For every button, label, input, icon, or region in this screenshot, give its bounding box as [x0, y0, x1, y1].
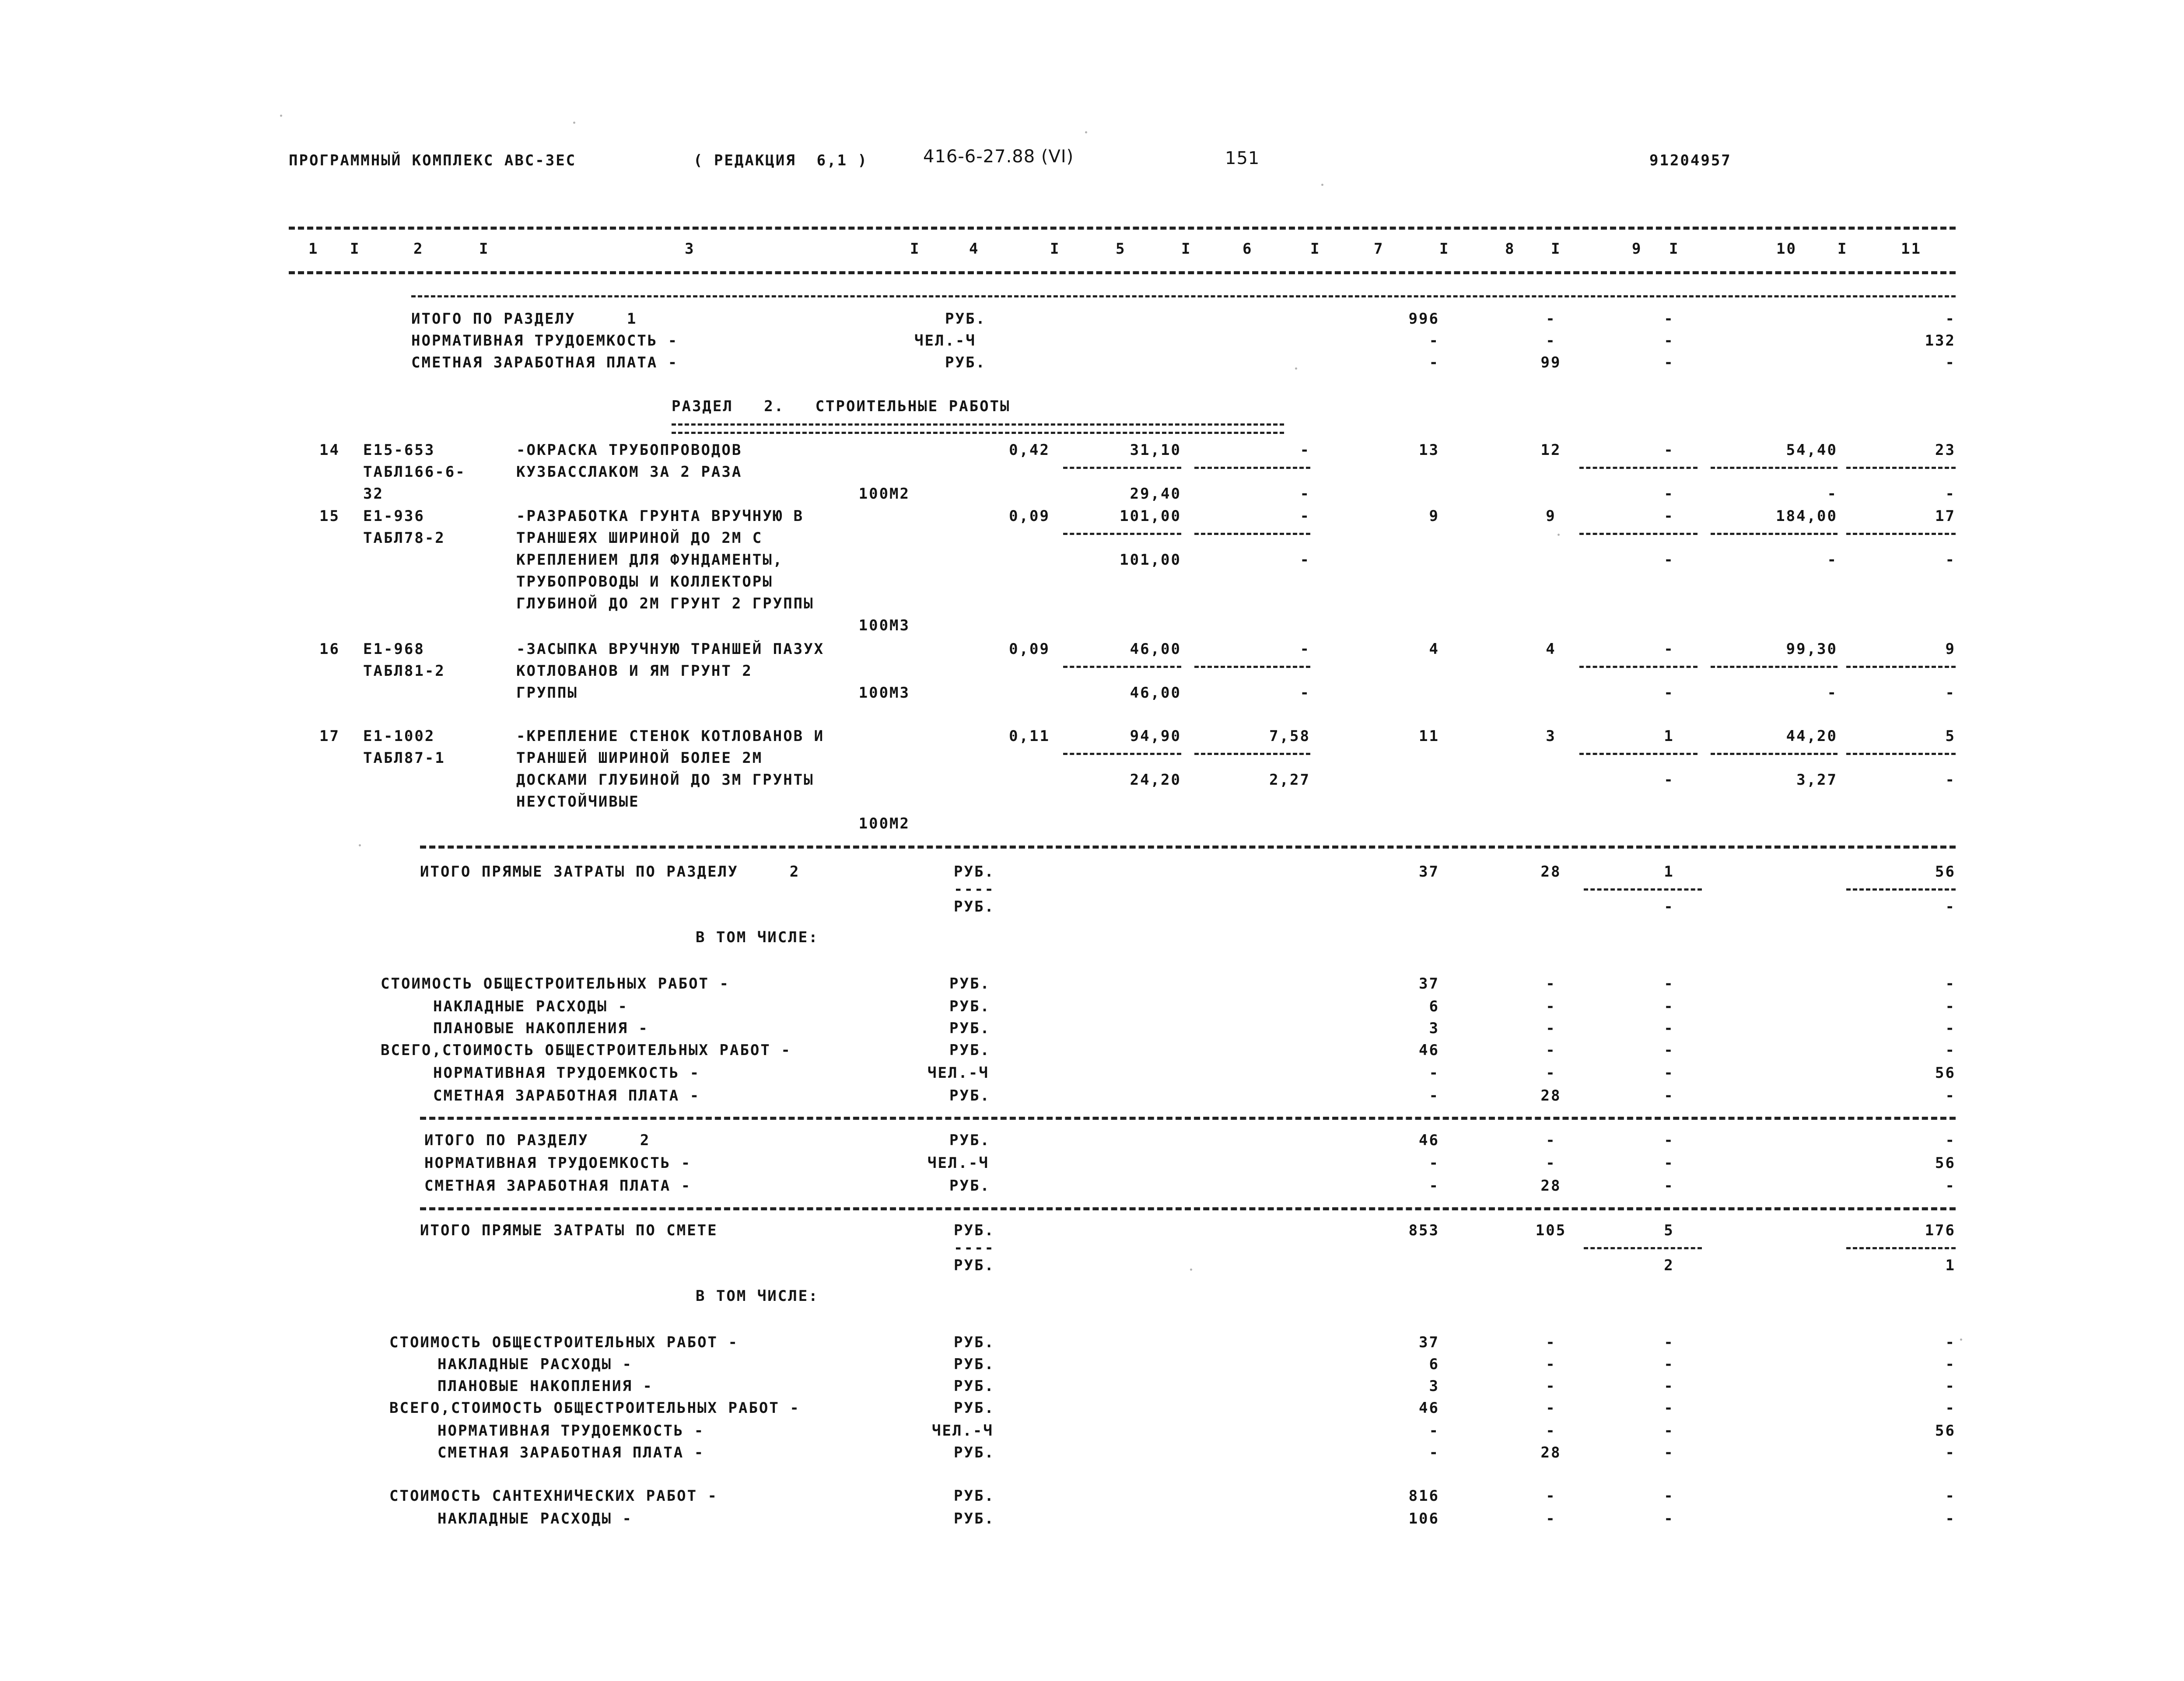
estimate-breakdown-col9: -: [1664, 1334, 1674, 1351]
item-machine-price: -: [1300, 441, 1310, 459]
section2-direct-unit-b: РУБ.: [954, 898, 995, 916]
separator-line: [411, 295, 1956, 297]
separator-line: [1063, 753, 1181, 755]
section2-breakdown-col7: -: [1429, 1087, 1439, 1104]
estimate-breakdown-col7: -: [1429, 1422, 1439, 1440]
column-number: 6: [1242, 240, 1253, 258]
item-labor-rate: 44,20: [1786, 727, 1838, 745]
estimate-breakdown-col11: -: [1945, 1356, 1956, 1373]
estimate-breakdown-col7: 46: [1419, 1399, 1439, 1417]
section2-total-col11: -: [1945, 1177, 1956, 1195]
item-quantity: 0,09: [1009, 507, 1050, 525]
item-machine-price: -: [1300, 640, 1310, 658]
item-labor-rate-b: -: [1827, 485, 1838, 503]
section2-total-unit: РУБ.: [949, 1177, 990, 1195]
item-labor-total-b: -: [1945, 684, 1956, 702]
estimate-breakdown-unit: РУБ.: [954, 1356, 995, 1373]
section2-total-col8: -: [1546, 1132, 1556, 1149]
column-number: 9: [1632, 240, 1642, 258]
scan-speck: [1190, 1269, 1192, 1271]
item-number: 14: [319, 441, 340, 459]
estimate-breakdown-label: НАКЛАДНЫЕ РАСХОДЫ -: [438, 1356, 633, 1373]
estimate-breakdown-col7: -: [1429, 1444, 1439, 1461]
item-description: -КРЕПЛЕНИЕ СТЕНОК КОТЛОВАНОВ И: [516, 727, 825, 745]
section-title: РАЗДЕЛ 2. СТРОИТЕЛЬНЫЕ РАБОТЫ: [672, 398, 1011, 415]
section2-breakdown-col11: -: [1945, 1041, 1956, 1059]
item-total-machine: -: [1664, 441, 1674, 459]
section1-total-col9: -: [1664, 332, 1674, 349]
section2-direct-unit: РУБ.: [954, 863, 995, 881]
item-labor-rate-b: 3,27: [1796, 771, 1838, 789]
item-machine-wage: -: [1300, 551, 1310, 569]
item-code: ТАБЛ78-2: [363, 529, 445, 547]
separator-line: [420, 1207, 1956, 1210]
section1-total-unit: РУБ.: [945, 354, 986, 371]
section2-breakdown-unit: РУБ.: [949, 975, 990, 993]
section2-breakdown-col7: 6: [1429, 998, 1439, 1015]
column-number: 10: [1776, 240, 1797, 258]
estimate-breakdown-col9: -: [1664, 1377, 1674, 1395]
item-total-direct: 13: [1419, 441, 1439, 459]
estimate-breakdown-col11: -: [1945, 1399, 1956, 1417]
estimate-direct-col8: 105: [1535, 1222, 1567, 1239]
item-description: ГРУППЫ: [516, 684, 578, 702]
column-divider: I: [1551, 240, 1561, 258]
separator-line: [1846, 666, 1956, 668]
item-code: ТАБЛ81-2: [363, 662, 445, 680]
item-code: Е1-968: [363, 640, 425, 658]
estimate-direct-unit-b: РУБ.: [954, 1257, 995, 1274]
item-code: Е15-653: [363, 441, 435, 459]
item-machine-wage-total: -: [1664, 684, 1674, 702]
separator-line: [1711, 533, 1838, 535]
item-unit-price: 94,90: [1130, 727, 1181, 745]
scan-speck: [1085, 131, 1087, 133]
item-unit-wage: 46,00: [1130, 684, 1181, 702]
item-quantity: 0,09: [1009, 640, 1050, 658]
estimate-breakdown-label: СМЕТНАЯ ЗАРАБОТНАЯ ПЛАТА -: [438, 1444, 705, 1461]
program-name: ПРОГРАММНЫЙ КОМПЛЕКС АВС-3ЕС: [289, 152, 577, 169]
section2-breakdown-unit: РУБ.: [949, 998, 990, 1015]
separator-line: [1711, 467, 1838, 469]
plumbing-label: НАКЛАДНЫЕ РАСХОДЫ -: [438, 1510, 633, 1527]
section2-breakdown-col11: 56: [1935, 1064, 1956, 1082]
item-description: -ЗАСЫПКА ВРУЧНУЮ ТРАНШЕЙ ПАЗУХ: [516, 640, 825, 658]
item-labor-total-b: -: [1945, 485, 1956, 503]
section2-direct-col9-b: -: [1664, 898, 1674, 916]
item-description: КОТЛОВАНОВ И ЯМ ГРУНТ 2: [516, 662, 752, 680]
separator-line: [672, 423, 1284, 434]
item-machine-price: 7,58: [1269, 727, 1310, 745]
estimate-breakdown-unit: РУБ.: [954, 1399, 995, 1417]
estimate-breakdown-label: СТОИМОСТЬ ОБЩЕСТРОИТЕЛЬНЫХ РАБОТ -: [389, 1334, 738, 1351]
item-quantity: 0,11: [1009, 727, 1050, 745]
column-divider: I: [350, 240, 360, 258]
estimate-breakdown-col8: -: [1546, 1356, 1556, 1373]
item-machine-wage-total: -: [1664, 771, 1674, 789]
column-number: 4: [969, 240, 980, 258]
item-labor-total: 5: [1945, 727, 1956, 745]
separator-line: [1194, 467, 1310, 469]
section2-total-col8: 28: [1540, 1177, 1561, 1195]
estimate-breakdown-col11: -: [1945, 1444, 1956, 1461]
column-number: 7: [1374, 240, 1384, 258]
separator-line: [1063, 533, 1181, 535]
section1-total-col8: -: [1546, 310, 1556, 328]
item-total-machine: -: [1664, 640, 1674, 658]
item-description: ТРАНШЕЙ ШИРИНОЙ БОЛЕЕ 2М: [516, 749, 763, 767]
item-quantity: 0,42: [1009, 441, 1050, 459]
item-labor-rate-b: -: [1827, 684, 1838, 702]
column-number: 2: [413, 240, 424, 258]
item-total-machine: -: [1664, 507, 1674, 525]
estimate-direct-col11: 176: [1925, 1222, 1956, 1239]
section2-breakdown-label: ВСЕГО,СТОИМОСТЬ ОБЩЕСТРОИТЕЛЬНЫХ РАБОТ -: [381, 1041, 791, 1059]
item-labor-rate: 184,00: [1776, 507, 1838, 525]
section2-direct-including: В ТОМ ЧИСЛЕ:: [696, 929, 819, 946]
item-description: -ОКРАСКА ТРУБОПРОВОДОВ: [516, 441, 742, 459]
item-labor-total: 23: [1935, 441, 1956, 459]
estimate-breakdown-label: НОРМАТИВНАЯ ТРУДОЕМКОСТЬ -: [438, 1422, 705, 1440]
separator-line: [1194, 666, 1310, 668]
column-number: 11: [1901, 240, 1922, 258]
estimate-breakdown-unit: РУБ.: [954, 1377, 995, 1395]
item-total-wage: 9: [1546, 507, 1556, 525]
section2-total-label: СМЕТНАЯ ЗАРАБОТНАЯ ПЛАТА -: [424, 1177, 692, 1195]
item-description: НЕУСТОЙЧИВЫЕ: [516, 793, 640, 811]
section2-total-col9: -: [1664, 1177, 1674, 1195]
estimate-breakdown-col8: -: [1546, 1422, 1556, 1440]
section2-breakdown-label: ПЛАНОВЫЕ НАКОПЛЕНИЯ -: [433, 1020, 649, 1037]
edition-label: ( РЕДАКЦИЯ 6,1 ): [693, 152, 868, 169]
section1-total-col8: -: [1546, 332, 1556, 349]
column-number: 3: [685, 240, 695, 258]
estimate-direct-col11-b: 1: [1945, 1257, 1956, 1274]
section2-total-col9: -: [1664, 1154, 1674, 1172]
section2-breakdown-col8: 28: [1540, 1087, 1561, 1104]
column-divider: I: [910, 240, 920, 258]
scan-speck: [1295, 367, 1297, 370]
section2-total-col7: 46: [1419, 1132, 1439, 1149]
item-labor-total-b: -: [1945, 771, 1956, 789]
separator-line: [1584, 888, 1702, 891]
plumbing-unit: РУБ.: [954, 1510, 995, 1527]
section1-total-col7: -: [1429, 332, 1439, 349]
item-code: 32: [363, 485, 384, 503]
item-code: Е1-1002: [363, 727, 435, 745]
column-number: 5: [1116, 240, 1126, 258]
column-divider: I: [1050, 240, 1060, 258]
column-divider: I: [1310, 240, 1321, 258]
section1-total-unit: РУБ.: [945, 310, 986, 328]
estimate-breakdown-col8: -: [1546, 1377, 1556, 1395]
item-unit: 100М2: [858, 485, 910, 503]
section2-direct-col8: 28: [1540, 863, 1561, 881]
item-total-direct: 9: [1429, 507, 1439, 525]
section2-breakdown-label: СТОИМОСТЬ ОБЩЕСТРОИТЕЛЬНЫХ РАБОТ -: [381, 975, 730, 993]
separator-line: [1846, 533, 1956, 535]
section2-total-col11: -: [1945, 1132, 1956, 1149]
section1-total-col11: -: [1945, 354, 1956, 371]
separator-line: [1846, 888, 1956, 891]
section2-breakdown-unit: ЧЕЛ.-Ч: [928, 1064, 989, 1082]
separator-line: [420, 846, 1956, 849]
separator-line: [1579, 753, 1698, 755]
estimate-direct-unit: РУБ.: [954, 1222, 995, 1239]
item-total-wage: 12: [1540, 441, 1561, 459]
estimate-breakdown-col9: -: [1664, 1399, 1674, 1417]
estimate-breakdown-label: ВСЕГО,СТОИМОСТЬ ОБЩЕСТРОИТЕЛЬНЫХ РАБОТ -: [389, 1399, 800, 1417]
section2-breakdown-col8: -: [1546, 998, 1556, 1015]
section2-breakdown-col9: -: [1664, 1064, 1674, 1082]
section2-breakdown-label: НАКЛАДНЫЕ РАСХОДЫ -: [433, 998, 628, 1015]
item-description: ТРАНШЕЯХ ШИРИНОЙ ДО 2М С: [516, 529, 763, 547]
plumbing-unit: РУБ.: [954, 1487, 995, 1505]
item-unit-price: 31,10: [1130, 441, 1181, 459]
section2-breakdown-col8: -: [1546, 975, 1556, 993]
handwritten-page-number: 151: [1225, 148, 1260, 168]
scan-speck: [359, 844, 361, 846]
estimate-breakdown-col8: -: [1546, 1334, 1556, 1351]
section2-direct-dash: ----: [954, 881, 995, 898]
separator-line: [420, 1117, 1956, 1120]
plumbing-col11: -: [1945, 1510, 1956, 1527]
item-total-direct: 11: [1419, 727, 1439, 745]
estimate-direct-dash: ----: [954, 1239, 995, 1257]
item-total-machine: 1: [1664, 727, 1674, 745]
section2-breakdown-col7: 3: [1429, 1020, 1439, 1037]
section1-total-col8: 99: [1540, 354, 1561, 371]
item-code: ТАБЛ87-1: [363, 749, 445, 767]
estimate-breakdown-col8: 28: [1540, 1444, 1561, 1461]
section2-breakdown-col8: -: [1546, 1064, 1556, 1082]
item-number: 17: [319, 727, 340, 745]
scan-speck: [1321, 184, 1323, 186]
item-description: ТРУБОПРОВОДЫ И КОЛЛЕКТОРЫ: [516, 573, 773, 591]
estimate-direct-label: ИТОГО ПРЯМЫЕ ЗАТРАТЫ ПО СМЕТЕ: [420, 1222, 718, 1239]
item-description: КРЕПЛЕНИЕМ ДЛЯ ФУНДАМЕНТЫ,: [516, 551, 784, 569]
plumbing-col11: -: [1945, 1487, 1956, 1505]
section2-breakdown-col7: -: [1429, 1064, 1439, 1082]
section2-breakdown-col9: -: [1664, 1087, 1674, 1104]
section2-direct-label: ИТОГО ПРЯМЫЕ ЗАТРАТЫ ПО РАЗДЕЛУ 2: [420, 863, 800, 881]
section2-total-col11: 56: [1935, 1154, 1956, 1172]
item-unit-wage: 29,40: [1130, 485, 1181, 503]
section2-total-label: НОРМАТИВНАЯ ТРУДОЕМКОСТЬ -: [424, 1154, 692, 1172]
section1-total-label: СМЕТНАЯ ЗАРАБОТНАЯ ПЛАТА -: [411, 354, 679, 371]
section1-total-label: НОРМАТИВНАЯ ТРУДОЕМКОСТЬ -: [411, 332, 679, 349]
document-number: 91204957: [1649, 152, 1732, 169]
separator-line: [1063, 467, 1181, 469]
plumbing-col8: -: [1546, 1510, 1556, 1527]
item-machine-wage: 2,27: [1269, 771, 1310, 789]
item-number: 16: [319, 640, 340, 658]
plumbing-col9: -: [1664, 1510, 1674, 1527]
estimate-breakdown-col8: -: [1546, 1399, 1556, 1417]
section2-total-label: ИТОГО ПО РАЗДЕЛУ 2: [424, 1132, 651, 1149]
item-labor-total: 17: [1935, 507, 1956, 525]
item-labor-total-b: -: [1945, 551, 1956, 569]
separator-line: [1579, 467, 1698, 469]
item-labor-rate: 54,40: [1786, 441, 1838, 459]
plumbing-col9: -: [1664, 1487, 1674, 1505]
item-machine-wage-total: -: [1664, 485, 1674, 503]
section2-total-col7: -: [1429, 1154, 1439, 1172]
section2-breakdown-label: НОРМАТИВНАЯ ТРУДОЕМКОСТЬ -: [433, 1064, 700, 1082]
section2-breakdown-label: СМЕТНАЯ ЗАРАБОТНАЯ ПЛАТА -: [433, 1087, 700, 1104]
estimate-direct-including: В ТОМ ЧИСЛЕ:: [696, 1287, 819, 1305]
item-unit: 100М3: [858, 617, 910, 634]
item-total-direct: 4: [1429, 640, 1439, 658]
column-divider: I: [479, 240, 490, 258]
scan-speck: [1558, 534, 1560, 536]
section2-breakdown-col9: -: [1664, 1041, 1674, 1059]
estimate-breakdown-col7: 37: [1419, 1334, 1439, 1351]
column-number: 1: [308, 240, 319, 258]
item-machine-wage: -: [1300, 684, 1310, 702]
estimate-direct-col9: 5: [1664, 1222, 1674, 1239]
column-divider: I: [1669, 240, 1680, 258]
section2-breakdown-col11: -: [1945, 1020, 1956, 1037]
section2-breakdown-col7: 46: [1419, 1041, 1439, 1059]
section2-breakdown-col9: -: [1664, 1020, 1674, 1037]
separator-line: [1711, 753, 1838, 755]
section2-direct-col11-b: -: [1945, 898, 1956, 916]
section2-direct-col9: 1: [1664, 863, 1674, 881]
section2-total-col9: -: [1664, 1132, 1674, 1149]
estimate-breakdown-unit: РУБ.: [954, 1444, 995, 1461]
scan-speck: [573, 122, 575, 124]
estimate-breakdown-unit: РУБ.: [954, 1334, 995, 1351]
estimate-breakdown-col11: -: [1945, 1377, 1956, 1395]
estimate-breakdown-col11: 56: [1935, 1422, 1956, 1440]
section2-breakdown-col11: -: [1945, 975, 1956, 993]
estimate-breakdown-unit: ЧЕЛ.-Ч: [932, 1422, 994, 1440]
item-labor-rate: 99,30: [1786, 640, 1838, 658]
section2-breakdown-unit: РУБ.: [949, 1020, 990, 1037]
item-labor-total: 9: [1945, 640, 1956, 658]
separator-line: [1194, 753, 1310, 755]
item-total-wage: 3: [1546, 727, 1556, 745]
column-number: 8: [1505, 240, 1516, 258]
section1-total-label: ИТОГО ПО РАЗДЕЛУ 1: [411, 310, 637, 328]
column-divider: I: [1439, 240, 1450, 258]
estimate-breakdown-col7: 6: [1429, 1356, 1439, 1373]
plumbing-label: СТОИМОСТЬ САНТЕХНИЧЕСКИХ РАБОТ -: [389, 1487, 718, 1505]
section2-breakdown-col8: -: [1546, 1041, 1556, 1059]
section2-breakdown-col9: -: [1664, 975, 1674, 993]
section2-breakdown-col11: -: [1945, 1087, 1956, 1104]
item-description: КУЗБАССЛАКОМ ЗА 2 РАЗА: [516, 463, 742, 481]
section2-breakdown-unit: РУБ.: [949, 1041, 990, 1059]
section2-breakdown-col11: -: [1945, 998, 1956, 1015]
item-machine-wage-total: -: [1664, 551, 1674, 569]
section1-total-col9: -: [1664, 310, 1674, 328]
item-code: Е1-936: [363, 507, 425, 525]
section2-total-unit: РУБ.: [949, 1132, 990, 1149]
scan-speck: [280, 115, 282, 117]
section1-total-col7: -: [1429, 354, 1439, 371]
section2-direct-col11: 56: [1935, 863, 1956, 881]
section1-total-col9: -: [1664, 354, 1674, 371]
separator-line: [1579, 533, 1698, 535]
item-unit: 100М3: [858, 684, 910, 702]
item-description: ГЛУБИНОЙ ДО 2М ГРУНТ 2 ГРУППЫ: [516, 595, 814, 612]
section1-total-col11: 132: [1925, 332, 1956, 349]
separator-line: [1711, 666, 1838, 668]
section1-total-unit: ЧЕЛ.-Ч: [914, 332, 976, 349]
separator-line: [1846, 753, 1956, 755]
estimate-breakdown-col9: -: [1664, 1422, 1674, 1440]
section1-total-col11: -: [1945, 310, 1956, 328]
item-number: 15: [319, 507, 340, 525]
section2-total-col8: -: [1546, 1154, 1556, 1172]
item-unit-price: 46,00: [1130, 640, 1181, 658]
estimate-direct-col7: 853: [1408, 1222, 1439, 1239]
item-unit-price: 101,00: [1120, 507, 1181, 525]
separator-line: [1846, 1247, 1956, 1249]
section2-breakdown-unit: РУБ.: [949, 1087, 990, 1104]
scan-speck: [1960, 1339, 1962, 1341]
section2-total-unit: ЧЕЛ.-Ч: [928, 1154, 989, 1172]
estimate-breakdown-col9: -: [1664, 1444, 1674, 1461]
item-description: ДОСКАМИ ГЛУБИНОЙ ДО 3М ГРУНТЫ: [516, 771, 814, 789]
item-unit: 100М2: [858, 815, 910, 832]
item-machine-price: -: [1300, 507, 1310, 525]
item-unit-wage: 101,00: [1120, 551, 1181, 569]
estimate-direct-col9-b: 2: [1664, 1257, 1674, 1274]
column-divider: I: [1181, 240, 1192, 258]
item-labor-rate-b: -: [1827, 551, 1838, 569]
separator-line: [1846, 467, 1956, 469]
plumbing-col8: -: [1546, 1487, 1556, 1505]
section2-breakdown-col9: -: [1664, 998, 1674, 1015]
item-machine-wage: -: [1300, 485, 1310, 503]
item-description: -РАЗРАБОТКА ГРУНТА ВРУЧНУЮ В: [516, 507, 804, 525]
estimate-breakdown-col9: -: [1664, 1356, 1674, 1373]
section2-total-col7: -: [1429, 1177, 1439, 1195]
handwritten-project-code: 416-6-27.88 (VI): [923, 147, 1074, 167]
estimate-breakdown-col11: -: [1945, 1334, 1956, 1351]
separator-line: [1584, 1247, 1702, 1249]
section2-direct-col7: 37: [1419, 863, 1439, 881]
section2-breakdown-col7: 37: [1419, 975, 1439, 993]
separator-line: [1194, 533, 1310, 535]
column-divider: I: [1838, 240, 1848, 258]
section1-total-col7: 996: [1408, 310, 1439, 328]
item-total-wage: 4: [1546, 640, 1556, 658]
section2-breakdown-col8: -: [1546, 1020, 1556, 1037]
estimate-breakdown-col7: 3: [1429, 1377, 1439, 1395]
separator-line: [1579, 666, 1698, 668]
separator-line: [1063, 666, 1181, 668]
item-code: ТАБЛ166-6-: [363, 463, 466, 481]
plumbing-col7: 816: [1408, 1487, 1439, 1505]
plumbing-col7: 106: [1408, 1510, 1439, 1527]
item-unit-wage: 24,20: [1130, 771, 1181, 789]
estimate-breakdown-label: ПЛАНОВЫЕ НАКОПЛЕНИЯ -: [438, 1377, 653, 1395]
